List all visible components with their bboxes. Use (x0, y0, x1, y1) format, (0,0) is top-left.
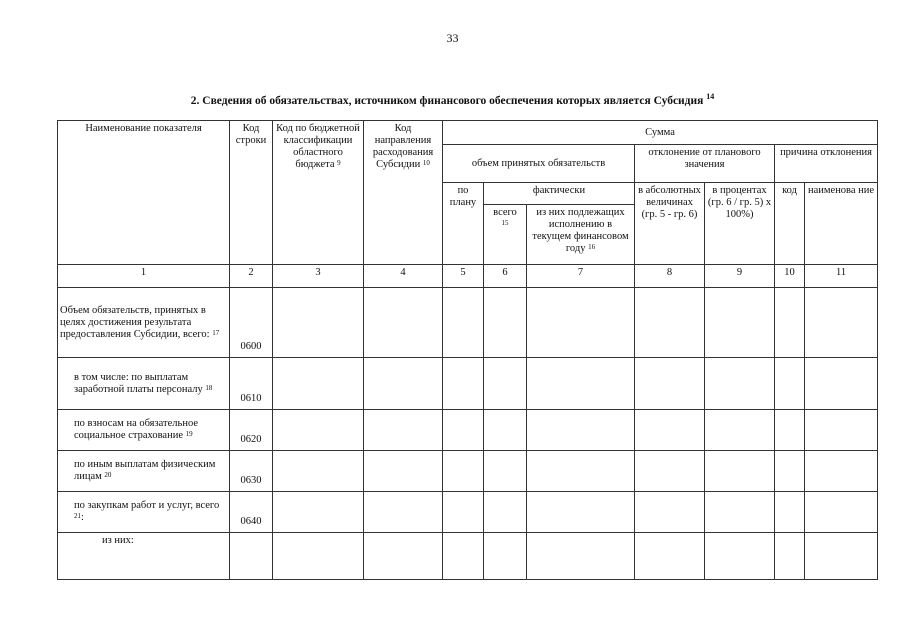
footnote-20: 20 (104, 471, 112, 479)
column-number: 1 (58, 265, 230, 288)
column-number: 10 (775, 265, 805, 288)
cell (484, 533, 527, 580)
cell (443, 492, 484, 533)
footnote-10: 10 (422, 159, 430, 167)
footnote-16: 16 (588, 243, 596, 251)
cell (705, 288, 775, 358)
cell (635, 492, 705, 533)
header-reason-name: наименова ние (805, 183, 878, 265)
column-number: 11 (805, 265, 878, 288)
cell (273, 492, 364, 533)
cell (443, 358, 484, 410)
cell (273, 451, 364, 492)
cell (443, 288, 484, 358)
cell (775, 533, 805, 580)
cell (805, 533, 878, 580)
table-row (58, 533, 878, 580)
cell (705, 451, 775, 492)
row-label (58, 288, 230, 358)
obligations-table (57, 120, 878, 580)
column-number: 2 (230, 265, 273, 288)
column-number: 7 (527, 265, 635, 288)
cell (364, 533, 443, 580)
cell (775, 410, 805, 451)
header-percent: в процентах (гр. 6 / гр. 5) x 100%) (705, 183, 775, 265)
row-code (230, 533, 273, 580)
footnote-9: 9 (337, 159, 341, 167)
header-plan: по плану (443, 183, 484, 265)
table-row (58, 410, 878, 451)
cell (705, 410, 775, 451)
cell (705, 492, 775, 533)
cell (805, 410, 878, 451)
cell (484, 358, 527, 410)
page-number: 33 (446, 31, 459, 45)
footnote-21: 21 (74, 512, 81, 520)
table-row (58, 451, 878, 492)
cell (805, 492, 878, 533)
row-label (58, 451, 230, 492)
cell (527, 358, 635, 410)
cell (775, 492, 805, 533)
cell (635, 410, 705, 451)
cell (635, 533, 705, 580)
row-code: 0640 (230, 492, 273, 533)
cell (443, 410, 484, 451)
header-total (484, 205, 527, 265)
cell (273, 410, 364, 451)
section-title (0, 92, 905, 107)
column-number: 8 (635, 265, 705, 288)
cell (527, 492, 635, 533)
header-deviation: отклонение от планового значения (635, 145, 775, 183)
section-title-text: 2. Сведения об обязательствах, источником финансового обеспечения которых является Субсидия (190, 94, 704, 107)
row-label (58, 358, 230, 410)
header-actual: фактически (484, 183, 635, 205)
cell (364, 288, 443, 358)
cell (443, 533, 484, 580)
cell (364, 410, 443, 451)
section-title-footnote: 14 (706, 92, 715, 101)
cell (775, 358, 805, 410)
row-code: 0610 (230, 358, 273, 410)
row-label-text: по иным выплатам физическим лицам (74, 459, 216, 482)
cell (364, 492, 443, 533)
cell (805, 451, 878, 492)
column-number: 9 (705, 265, 775, 288)
cell (635, 451, 705, 492)
cell (527, 451, 635, 492)
column-number: 5 (443, 265, 484, 288)
header-current-year (527, 205, 635, 265)
cell (527, 288, 635, 358)
row-code: 0630 (230, 451, 273, 492)
footnote-15: 15 (501, 219, 509, 227)
row-label: по закупкам работ и услуг, всего $^{21}$: (58, 492, 230, 533)
cell (635, 358, 705, 410)
cell (484, 492, 527, 533)
footnote-17: 17 (212, 328, 220, 337)
cell (635, 288, 705, 358)
column-number-row (58, 265, 878, 288)
table-row (58, 492, 878, 533)
cell (484, 410, 527, 451)
row-label-text: в том числе: по выплатам заработной платы персоналу (74, 371, 203, 395)
header-current-year-text: из них подлежащих исполнению в текущем финансовом году (532, 207, 629, 254)
row-label-text: по закупкам работ и услуг, всего (74, 500, 220, 511)
cell (484, 288, 527, 358)
header-direction-code-text: Код направления расходования Субсидии (372, 123, 434, 170)
cell (775, 451, 805, 492)
cell (364, 451, 443, 492)
header-total-text: всего (493, 207, 517, 218)
cell (705, 358, 775, 410)
cell (805, 358, 878, 410)
header-reason-code: код (775, 183, 805, 265)
header-obligations: объем принятых обязательств (443, 145, 635, 183)
cell (527, 410, 635, 451)
table-row (58, 288, 878, 358)
table-row (58, 358, 878, 410)
header-code: Код строки (230, 121, 273, 265)
cell (775, 288, 805, 358)
header-budget-code (273, 121, 364, 265)
column-number: 3 (273, 265, 364, 288)
cell (527, 533, 635, 580)
row-label: из них: (58, 533, 230, 580)
row-code: 0620 (230, 410, 273, 451)
footnote-18: 18 (205, 383, 213, 392)
column-number: 4 (364, 265, 443, 288)
header-reason: причина отклонения (775, 145, 878, 183)
header-direction-code (364, 121, 443, 265)
cell (443, 451, 484, 492)
cell (805, 288, 878, 358)
header-abs: в абсолютных величинах (гр. 5 - гр. 6) (635, 183, 705, 265)
cell (484, 451, 527, 492)
row-label (58, 410, 230, 451)
cell (273, 358, 364, 410)
column-number: 6 (484, 265, 527, 288)
header-sum: Сумма (443, 121, 878, 145)
row-label-text: по взносам на обязательное социальное страхование (74, 418, 198, 441)
footnote-19: 19 (185, 430, 193, 438)
row-code: 0600 (230, 288, 273, 358)
header-budget-code-text: Код по бюджетной классификации областного бюджета (276, 123, 360, 170)
row-label-text: Объем обязательств, принятых в целях достижения результата предоставления Субсидии, всего: (60, 304, 210, 340)
cell (705, 533, 775, 580)
header-name: Наименование показателя (58, 121, 230, 265)
cell (273, 288, 364, 358)
cell (273, 533, 364, 580)
cell (364, 358, 443, 410)
